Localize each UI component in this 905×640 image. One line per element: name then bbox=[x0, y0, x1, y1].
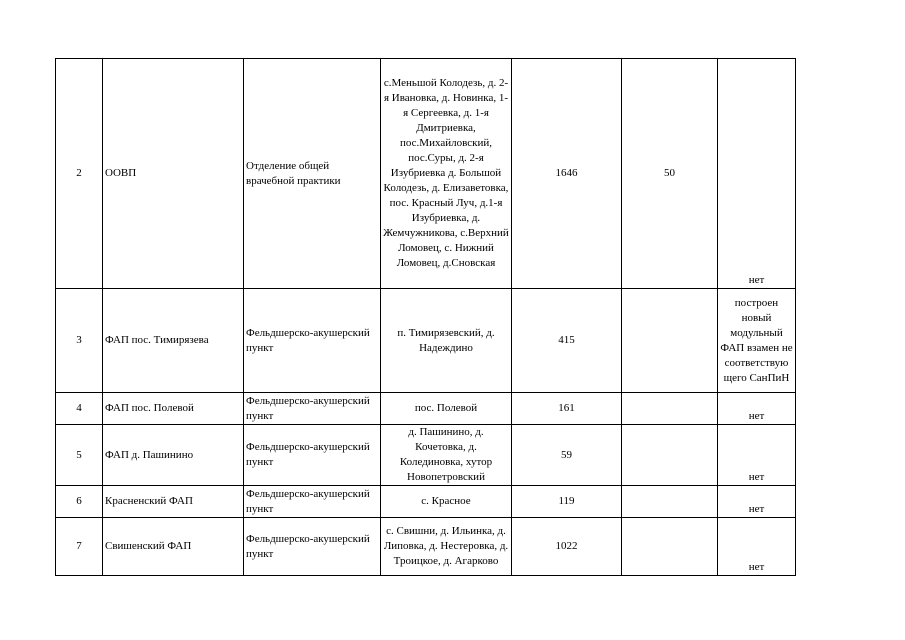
facility-type: Фельдшерско-акушерский пункт bbox=[244, 289, 381, 393]
population: 119 bbox=[512, 486, 622, 518]
settlements: д. Пашинино, д. Кочетовка, д. Колединовка, хутор Новопетровский bbox=[381, 425, 512, 486]
status: нет bbox=[718, 59, 796, 289]
status: нет bbox=[718, 486, 796, 518]
table-row bbox=[56, 59, 796, 289]
facility-type: Отделение общей врачебной практики bbox=[244, 59, 381, 289]
facility-name: Свишенский ФАП bbox=[103, 518, 244, 576]
col6-value bbox=[622, 486, 718, 518]
settlements: с. Свишни, д. Ильинка, д. Липовка, д. Нестеровка, д. Троицкое, д. Агарково bbox=[381, 518, 512, 576]
facility-type: Фельдшерско-акушерский пункт bbox=[244, 425, 381, 486]
facility-name: ООВП bbox=[103, 59, 244, 289]
settlements: с.Меньшой Колодезь, д. 2-я Ивановка, д. Новинка, 1-я Сергеевка, д. 1-я Дмитриевка, пос.Михайловский, пос.Суры, д. 2-я Изубриевка д. Большой Колодезь, д. Елизаветовка, пос. Красный Луч, д.1-я Изубриевка, д. Жемчужникова, с.Верхний Ломовец, с. Нижний Ломовец, д.Сновская bbox=[381, 59, 512, 289]
row-number: 7 bbox=[56, 518, 103, 576]
population: 1022 bbox=[512, 518, 622, 576]
col6-value bbox=[622, 518, 718, 576]
facility-type: Фельдшерско-акушерский пункт bbox=[244, 518, 381, 576]
population: 415 bbox=[512, 289, 622, 393]
row-number: 2 bbox=[56, 59, 103, 289]
status: построен новый модульный ФАП взамен не соответствую щего СанПиН bbox=[718, 289, 796, 393]
facility-type: Фельдшерско-акушерский пункт bbox=[244, 486, 381, 518]
facility-name: ФАП д. Пашинино bbox=[103, 425, 244, 486]
row-number: 5 bbox=[56, 425, 103, 486]
facility-name: Красненский ФАП bbox=[103, 486, 244, 518]
status: нет bbox=[718, 425, 796, 486]
table-row bbox=[56, 425, 796, 486]
population: 59 bbox=[512, 425, 622, 486]
status: нет bbox=[718, 393, 796, 425]
facility-name: ФАП пос. Полевой bbox=[103, 393, 244, 425]
table-row bbox=[56, 486, 796, 518]
facilities-table bbox=[55, 58, 796, 576]
facility-name: ФАП пос. Тимирязева bbox=[103, 289, 244, 393]
col6-value: 50 bbox=[622, 59, 718, 289]
table-row bbox=[56, 518, 796, 576]
row-number: 4 bbox=[56, 393, 103, 425]
table-row bbox=[56, 393, 796, 425]
settlements: пос. Полевой bbox=[381, 393, 512, 425]
col6-value bbox=[622, 425, 718, 486]
population: 1646 bbox=[512, 59, 622, 289]
status: нет bbox=[718, 518, 796, 576]
facility-type: Фельдшерско-акушерский пункт bbox=[244, 393, 381, 425]
row-number: 6 bbox=[56, 486, 103, 518]
col6-value bbox=[622, 289, 718, 393]
population: 161 bbox=[512, 393, 622, 425]
settlements: с. Красное bbox=[381, 486, 512, 518]
table-row bbox=[56, 289, 796, 393]
col6-value bbox=[622, 393, 718, 425]
row-number: 3 bbox=[56, 289, 103, 393]
settlements: п. Тимирязевский, д. Надеждино bbox=[381, 289, 512, 393]
